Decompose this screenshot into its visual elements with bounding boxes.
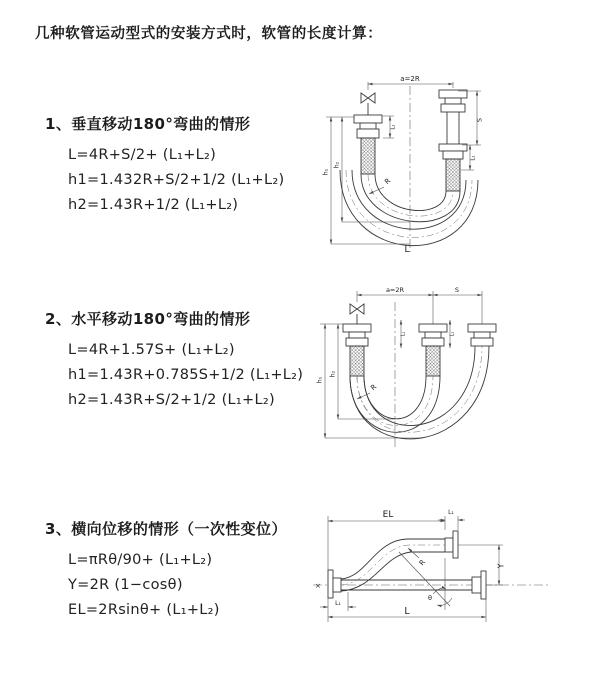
dim-label-s: S [475,117,484,123]
diagram-horizontal-180-bend [308,282,600,460]
dim-label-h1: h₁ [322,168,330,176]
displaced-flange-fitting [445,531,458,558]
dim-label-h2: h₂ [333,161,341,169]
right-hose-fitting [439,90,467,191]
dim-label-l1-mid: L₁ [449,331,456,337]
section-1-heading: 1、垂直移动180°弯曲的情形 [45,115,251,133]
radius-label: R [417,558,428,568]
dim-label-l1-left: L₁ [400,331,407,337]
formula-line: L=4R+1.57S+ (L₁+L₂) [68,342,235,358]
right-hose-fitting [468,324,496,346]
dim-label-s: S [454,286,460,294]
formula-line: h1=1.432R+S/2+1/2 (L₁+L₂) [68,172,285,188]
dim-label-h2: h₂ [329,370,337,378]
section-1 [45,113,284,218]
diagram-vertical-180-bend [310,70,590,260]
radius-label: R [369,382,379,393]
formula-line: Y=2R (1−cosθ) [68,577,183,593]
dim-label-h1: h₁ [316,376,324,384]
radius-label: R [383,176,393,187]
right-flange-fitting [472,571,486,599]
left-flange-fitting [328,570,341,598]
length-label: L [404,245,410,255]
formula-line: h1=1.43R+0.785S+1/2 (L₁+L₂) [68,367,304,383]
dim-label-l1-right: L₁ [470,155,477,161]
formula-line: L=πRθ/90+ (L₁+L₂) [68,552,213,568]
formula-line: L=4R+S/2+ (L₁+L₂) [68,147,217,163]
radius-construction-line [399,552,450,606]
dim-label-a2r: a=2R [400,75,420,83]
dim-label-y: Y [496,563,506,569]
dim-label-l1-left: L₁ [390,124,397,130]
dim-label-el: EL [382,510,394,520]
left-hose-fitting [343,324,371,376]
hose-u-bend [350,346,489,439]
diagram-lateral-displacement [295,500,600,660]
section-3-heading: 3、横向位移的情形（一次性变位） [45,520,287,538]
section-2 [45,308,303,413]
valve-icon [361,93,375,115]
theta-label: θ [428,594,432,602]
formula-line: h2=1.43R+1/2 (L₁+L₂) [68,197,239,213]
formula-line: EL=2Rsinθ+ (L₁+L₂) [68,602,220,618]
valve-icon [350,304,364,324]
dim-label-l: L [404,606,410,617]
page-title: 几种软管运动型式的安装方式时，软管的长度计算： [35,26,383,42]
hose-s-curve [341,539,445,591]
left-hose-fitting [354,115,382,174]
section-2-heading: 2、水平移动180°弯曲的情形 [45,310,251,328]
middle-hose-fitting [419,324,447,376]
dim-label-l1-bottom: L₁ [335,600,341,607]
axis-mark: × [315,582,321,590]
section-3 [45,518,287,623]
dim-label-a2r: a=2R [385,286,405,294]
dim-label-l1-top: L₁ [448,509,454,516]
formula-line: h2=1.43R+S/2+1/2 (L₁+L₂) [68,392,275,408]
